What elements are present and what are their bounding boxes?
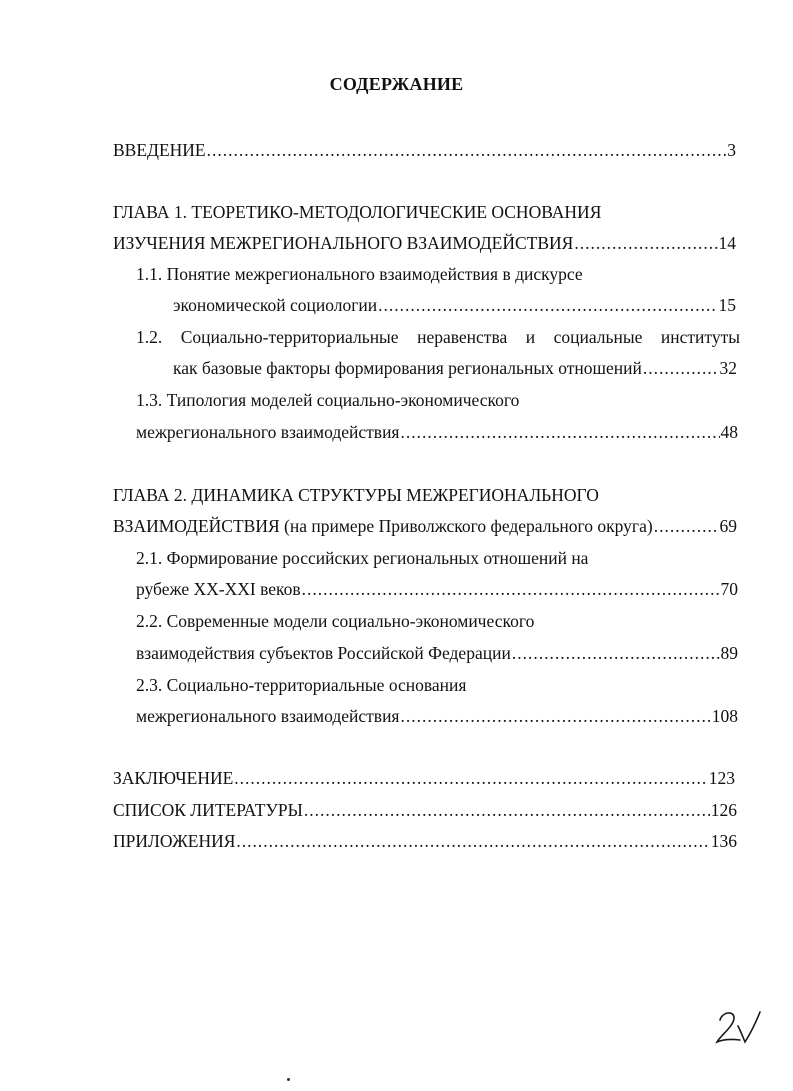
leader-dots: [654, 515, 719, 537]
section-2-3-line1: 2.3. Социально-территориальные основания: [136, 675, 467, 695]
toc-label: экономической социологии: [173, 295, 378, 315]
toc-page-number: 136: [710, 831, 737, 851]
toc-page-number: 70: [720, 579, 738, 599]
toc-label: межрегионального взаимодействия: [136, 706, 400, 726]
toc-page-number: 15: [718, 295, 736, 315]
toc-label: ЗАКЛЮЧЕНИЕ: [113, 768, 234, 788]
section-2-2-line1: 2.2. Современные модели социально-экономического: [136, 611, 535, 631]
toc-page-number: 89: [720, 643, 738, 663]
leader-dots: [512, 642, 720, 664]
toc-entry-chapter-1: [113, 232, 736, 254]
leader-dots: [378, 294, 717, 316]
toc-entry-section-2-1: [136, 578, 738, 600]
toc-entry-intro: [113, 139, 736, 161]
toc-entry-section-1-3: [136, 421, 738, 443]
section-1-3-line1: 1.3. Типология моделей социально-экономического: [136, 390, 520, 410]
toc-entry-section-1-2: [173, 357, 737, 379]
leader-dots: [400, 705, 710, 727]
toc-page-number: 108: [711, 706, 738, 726]
toc-page-number: 48: [720, 422, 738, 442]
leader-dots: [207, 139, 727, 161]
toc-entry-section-1-1: [173, 294, 736, 316]
leader-dots: [643, 357, 719, 379]
leader-dots: [400, 421, 719, 443]
toc-entry-chapter-2: [113, 515, 737, 537]
toc-label: СПИСОК ЛИТЕРАТУРЫ: [113, 800, 303, 820]
leader-dots: [236, 830, 709, 852]
chapter-1-title-line1: ГЛАВА 1. ТЕОРЕТИКО-МЕТОДОЛОГИЧЕСКИЕ ОСНОВАНИЯ: [113, 202, 602, 222]
toc-label: ВЗАИМОДЕЙСТВИЯ (на примере Приволжского федерального округа): [113, 516, 653, 536]
toc-entry-section-2-2: [136, 642, 738, 664]
toc-label: ПРИЛОЖЕНИЯ: [113, 831, 236, 851]
toc-label: ВВЕДЕНИЕ: [113, 140, 206, 160]
toc-page-number: 32: [719, 358, 737, 378]
page-title: СОДЕРЖАНИЕ: [329, 74, 464, 94]
leader-dots: [304, 799, 710, 821]
toc-label: как базовые факторы формирования региональных отношений: [173, 358, 642, 378]
toc-page-number: 69: [719, 516, 737, 536]
toc-entry-conclusion: [113, 767, 735, 789]
scan-speck: [287, 1078, 290, 1081]
leader-dots: [234, 767, 707, 789]
section-1-1-line1: 1.1. Понятие межрегионального взаимодействия в дискурсе: [136, 264, 583, 284]
toc-page-number: 123: [708, 768, 735, 788]
toc-entry-references: [113, 799, 737, 821]
section-1-2-line1: 1.2. Социально-территориальные неравенства и социальные институты: [136, 327, 740, 347]
leader-dots: [574, 232, 717, 254]
toc-label: взаимодействия субъектов Российской Федерации: [136, 643, 511, 663]
toc-page-number: 3: [727, 140, 736, 160]
leader-dots: [302, 578, 720, 600]
toc-page-number: 126: [710, 800, 737, 820]
toc-entry-section-2-3: [136, 705, 738, 727]
toc-label: рубеже XX-XXI веков: [136, 579, 301, 599]
toc-entry-appendices: [113, 830, 737, 852]
toc-label: ИЗУЧЕНИЯ МЕЖРЕГИОНАЛЬНОГО ВЗАИМОДЕЙСТВИЯ: [113, 233, 574, 253]
toc-page-number: 14: [718, 233, 736, 253]
section-2-1-line1: 2.1. Формирование российских региональных отношений на: [136, 548, 589, 568]
handwritten-page-number: [712, 1006, 764, 1048]
toc-label: межрегионального взаимодействия: [136, 422, 400, 442]
chapter-2-title-line1: ГЛАВА 2. ДИНАМИКА СТРУКТУРЫ МЕЖРЕГИОНАЛЬНОГО: [113, 485, 599, 505]
